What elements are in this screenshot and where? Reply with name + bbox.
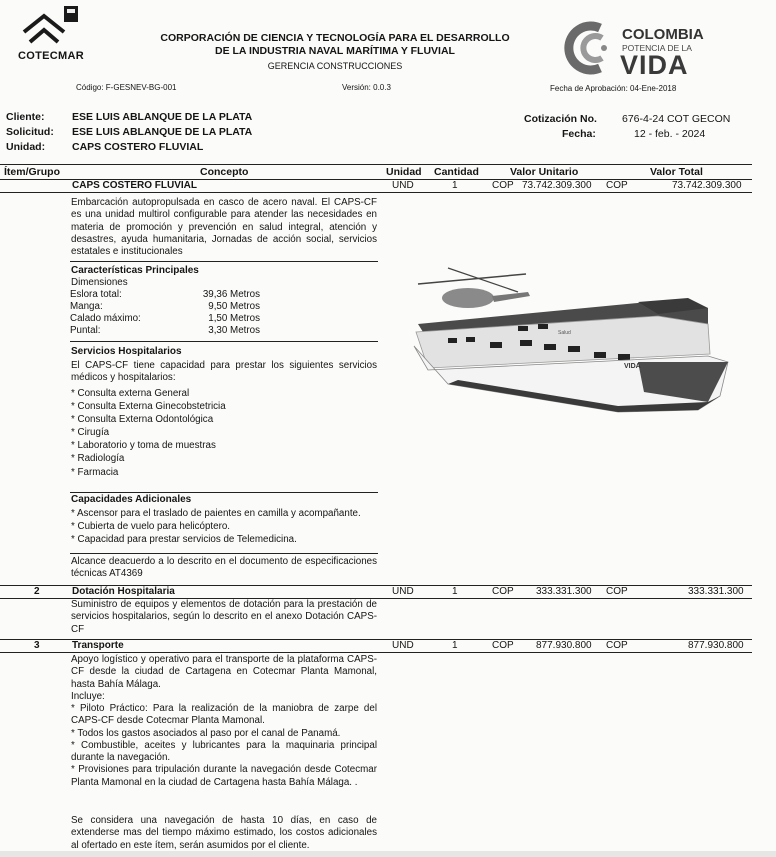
item3-cantidad: 1 [452,640,458,651]
servicios-title: Servicios Hospitalarios [71,346,182,357]
item3-title: Transporte [72,640,124,651]
item2-total: 333.331.300 [688,586,744,597]
table-header [0,164,752,180]
list-item: * Farmacia [71,466,119,478]
services-list [71,387,377,479]
cotecmar-emblem-icon [20,6,80,50]
document-version: Versión: 0.0.3 [342,83,391,92]
vida-text: VIDA [620,50,689,80]
item2-currency1: COP [492,586,514,597]
header-item: Ítem/Grupo [4,166,61,178]
item3-note: Se considera una navegación de hasta 10 días, en caso de extenderse mas del tiempo máximo estimado, los costos adicionales al ofertado en este ítem, serán asumidos por el cliente. [71,815,377,851]
item2-unidad: UND [392,586,414,597]
item2-description: Suministro de equipos y elementos de dotación para la prestación de servicios hospitalarios, según lo descrito en el anexo Dotación CAPS-CF [71,599,377,635]
item1-unit-value: 73.742.309.300 [522,180,592,191]
list-item: * Provisiones para tripulación durante la navegación desde Cotecmar Planta Mamonal en la ciudad de Cartagena hasta Bahía Málaga. . [71,764,377,788]
capacidades-title: Capacidades Adicionales [71,494,192,505]
colombia-text: COLOMBIA [622,26,704,43]
list-item: * Ascensor para el traslado de paientes en camilla y acompañante. [71,508,361,519]
header-valor-unitario: Valor Unitario [510,166,579,178]
transport-list [71,703,377,789]
cotizacion-label: Cotización No. [524,113,597,125]
incluye-label: Incluye: [71,691,105,702]
item1-total: 73.742.309.300 [672,180,742,191]
servicios-intro: El CAPS-CF tiene capacidad para prestar los siguientes servicios médicos y hospitalarios: [71,360,377,384]
list-item: * Consulta Externa Ginecobstetricia [71,401,226,413]
header-unidad: Unidad [386,166,422,178]
cliente-value: ESE LUIS ABLANQUE DE LA PLATA [72,111,253,123]
item2-title: Dotación Hospitalaria [72,586,175,597]
item1-row [0,179,752,193]
ship-render-image [408,262,738,422]
header-valor-total: Valor Total [650,166,703,178]
item2-cantidad: 1 [452,586,458,597]
item3-row [0,639,752,653]
page-bottom-edge [0,851,776,857]
header-concepto: Concepto [200,166,249,178]
divider [70,261,378,262]
item1-title: CAPS COSTERO FLUVIAL [72,180,198,191]
solicitud-label: Solicitud: [6,126,54,138]
item1-unidad: UND [392,180,414,191]
caracteristicas-title: Características Principales [71,265,199,276]
item2-unit-value: 333.331.300 [536,586,592,597]
fecha-label: Fecha: [562,128,596,140]
item3-unit-value: 877.930.800 [536,640,592,651]
list-item: * Consulta Externa Odontológica [71,414,214,426]
item3-currency2: COP [606,640,628,651]
capacities-list [71,507,381,546]
colombia-vida-logo [560,12,720,82]
fecha-value: 12 - feb. - 2024 [634,128,706,140]
solicitud-value: ESE LUIS ABLANQUE DE LA PLATA [72,126,253,138]
list-item: * Radiología [71,453,125,465]
colombia-emblem-icon [560,20,620,76]
list-item: * Consulta externa General [71,388,190,399]
list-item: * Cubierta de vuelo para helicóptero. [71,521,231,533]
item3-currency1: COP [492,640,514,651]
item1-currency2: COP [606,180,628,191]
cotecmar-logo [14,6,94,64]
alcance-text: Alcance deacuerdo a lo descrito en el documento de especificaciones técnicas AT4369 [71,556,377,580]
item2-currency2: COP [606,586,628,597]
potencia-text: POTENCIA DE LA [622,43,692,53]
item1-description: Embarcación autopropulsada en casco de acero naval. El CAPS-CF es una unidad multirol configurable para atender las necesidades en materia de promoción y prevención en salud integral, atención y desastres, ayuda humanitaria, Jornadas de acción social, servicios estatales e institucionales [71,197,377,258]
list-item: * Combustible, aceites y lubricantes para la maquinaria principal durante la navegación. [71,739,377,764]
unidad-value: CAPS COSTERO FLUVIAL [72,141,204,153]
hull-text: VIDA [624,363,641,370]
divider [70,553,378,554]
item1-cantidad: 1 [452,180,458,191]
cliente-label: Cliente: [6,111,45,123]
item3-total: 877.930.800 [688,640,744,651]
divider [70,492,378,493]
deck-text: Salud [558,330,571,336]
corporation-title: CORPORACIÓN DE CIENCIA Y TECNOLOGÍA PARA EL DESARROLLO DE LA INDUSTRIA NAVAL MARÍTIMA Y FLUVIAL [160,32,510,57]
list-item: * Cirugía [71,427,110,439]
item2-row [0,585,752,599]
list-item: * Laboratorio y toma de muestras [71,440,216,452]
divider [70,341,378,342]
item2-number: 2 [34,586,40,597]
dimensiones-label: Dimensiones [71,277,128,288]
item1-currency1: COP [492,180,514,191]
cotizacion-value: 676-4-24 COT GECON [622,113,731,125]
gerencia-text: GERENCIA CONSTRUCCIONES [267,61,403,71]
header-cantidad: Cantidad [434,166,479,178]
list-item: * Capacidad para prestar servicios de Telemedicina. [71,534,297,546]
list-item: * Todos los gastos asociados al paso por el canal de Panamá. [71,727,341,739]
item3-unidad: UND [392,640,414,651]
dimensions-table: Eslora total: 39,36 Metros Manga: 9,50 Metros Calado máximo: 1,50 Metros Puntal: 3,30 Metros [70,289,260,336]
unidad-label: Unidad: [6,141,46,153]
list-item: * Piloto Práctico: Para la realización de la maniobra de zarpe del CAPS-CF desde Cotecmar Planta Mamonal. [71,703,377,727]
item3-number: 3 [34,640,40,651]
cotecmar-logo-text: COTECMAR [18,50,84,62]
approval-date: Fecha de Aprobación: 04-Ene-2018 [550,84,677,93]
document-code: Código: F-GESNEV-BG-001 [76,83,177,92]
item3-description: Apoyo logístico y operativo para el transporte de la plataforma CAPS-CF desde la ciudad de Cartagena en Cotecmar Planta Mamonal, hasta Bahía Málaga. [71,654,377,690]
